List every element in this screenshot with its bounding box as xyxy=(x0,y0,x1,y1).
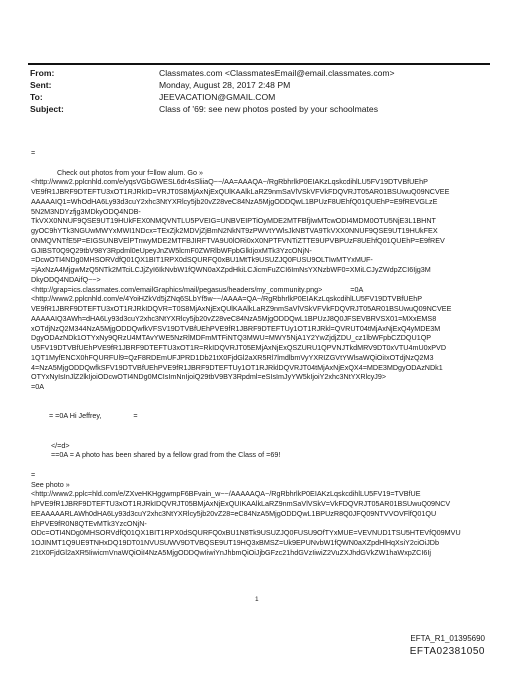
body-line: GJIBST0Q9Q29tbV98Y3Rpdml0eUpeyJnZW5lcmF0ZWRlbWFpbGlkIjoxMTk3YzcONjN- xyxy=(31,245,312,255)
body-line: ODc=OTI4NDg0MHSORVdfQ01QX1BIT1RPX0dSQURFQ0xBU1N8Tk9USUZJQ0FUSU9OfTYxMUE=VEVNUD1TSU5HTEVfQ09MVU xyxy=(31,528,461,538)
sent-value: Monday, August 28, 2017 2:48 PM xyxy=(159,80,291,90)
body-line: <http://grap=ics.classmates.com/emailGraphics/mail/pegasus/headers/my_community.png> =0A xyxy=(31,284,364,294)
body-line: =jAxNzA4MjgwMzQ5NTk2MTciLCJjZyI6IkNvbW1fQWN0aXZpdHkiLCJicmFuZCI6ImNsYXNzbWF0=XMiLCJyZWdpZCI6Ijg3M xyxy=(31,265,431,274)
body-line: <http://www2.pplcnhld.com/e/yqsVGbGWESL6dr4sSliiaQ~~/AA=AAAQA~/RgRbhrlkP0EIAKzLqskcdihlLU5FV19DTVBfUEhP xyxy=(31,177,428,187)
body-line: DkyODQ4NDAifQ~~> xyxy=(31,274,101,284)
bates-number-large: EFTA02381050 xyxy=(409,646,485,657)
body-line: ==0A = A photo has been shared by a fellow grad from the Class of =69! xyxy=(31,450,281,460)
bates-number-small: EFTA_R1_01395690 xyxy=(410,634,485,643)
body-line: hPVE9fR1JBRF9DTEFTU3xOT1RJRkIDQVRJT05BMjAxNjExQUIKAAlkLaRZ9nmSaVlVSkV=VkFDQVRJT05AR01BSUwuQ09NCV xyxy=(31,499,451,508)
from-value: Classmates.com <ClassmatesEmail@email.classmates.com> xyxy=(159,68,395,78)
body-line: =0A xyxy=(31,382,44,391)
body-line: See photo » xyxy=(31,479,70,489)
to-label: To: xyxy=(30,92,43,102)
subject-label: Subject: xyxy=(30,104,64,114)
body-line xyxy=(31,460,491,470)
body-line: = xyxy=(31,148,36,157)
body-line: AAAAAIQ3AWh=dHA6Ly93d3cuY2xhc3NtYXRlcy5jb20vZ28veC84NzA5MjgODDQwL1BPUzJ8Q0JFSEVBRVSX01=MXxEMS8 xyxy=(31,313,437,323)
from-row xyxy=(30,67,490,79)
header-rule xyxy=(28,63,490,65)
body-line xyxy=(31,421,491,431)
body-line: EEAAAAARLAWh0dHA6Ly93d3cuY2xhc3NtYXRlcy5jb20vZ28=eC84NzA5MjgODDQwL1BPUzR8Q0JFQ09NTVVOVFlfQ01QU xyxy=(31,508,437,518)
body-line: = xyxy=(31,469,36,479)
body-line: 1QT1MyfENCX0hFQURFUl9=QzF8RDEmUFJPRD1Db21tX0FjdGl2aXR5Rl7lmdlbmVyYXRIZGVtYWlsaWQiOiIxOTdjNzQ2M3 xyxy=(31,352,434,362)
body-line: OTYxNyIsInJlZ2lkIjoiODcwOTI4NDg0MCIsImNnIjoiQ29tbV9BY3Rpdml=eSIsImJyYW5kIjoiY2xhc3NtYXRlcyJ9> xyxy=(31,372,387,382)
body-line: =DcwOTI4NDg0MHSORVdfQ01QX1BIT1RPX0dSQURFQ0xBU1MtTk9USUZJQ0FUSU9OLTIwMTYxMUF- xyxy=(31,255,373,265)
body-line: EhPVE9fR0N8QTEvMTk3YzcONjN- xyxy=(31,518,147,528)
body-line: 1OJINMT1Q9UE9TNHxDQ19DT01NVUSUWV9DTVBQSE9UT19HQ3xBMSZ=Uk9EPUNvbW1fQWN0aXZpdHlHqXsiY2ciOiJDb xyxy=(31,538,439,547)
body-line: xOTdjNzQ2M344NzA5MjgODDQwfkVFSV19DTVBfUEhPVE9fR1JBRF9DTEFTUy1OT1RJRkl=QVRUT04tMjAxNjExQ4yMDE3M xyxy=(31,323,441,333)
body-line: VE9fR1JBRF9DTEFTU3xOT1RJRkID=VRJT0S8MjAxNjExQUlKAAlkLaRZ9nmSaVlVSkVFVkFDQVRJT05AR01BSUwuQ09NCVEE xyxy=(31,187,450,196)
body-line: <http://www2.pplcnhld.com/e/4YoiHZkVd5jZNq6SLbYf5w~~/AAAA=QA~/RgRbhrlkP0EIAKzLqskcdihlLU5FV19DTVBfUEhP xyxy=(31,294,423,304)
body-line: 21tX0FjdGl2aXR5IiwicmVnaWQiOiI4NzA5MjgODDQwIiwiYnJhbmQiOiJjbGFzc21hdGVzIiwiZ2VuZXJhdGVkZW1haWxpZCI6Ij xyxy=(31,547,431,557)
to-row xyxy=(30,91,490,103)
to-value: JEEVACATION@GMAIL.COM xyxy=(159,92,276,102)
body-line: Check out photos from your f=llow alum. Go » xyxy=(31,167,203,177)
body-line xyxy=(31,158,491,168)
body-line: 0NMQVNTfE5P=EIGSUNBVElPTnwyMDE2MTFBJIRFTVA9U0lORi0xX0NPTFVNTiZTTE9UPVBPUzF8UEhfQ01QUEhP=E9fREV xyxy=(31,235,445,245)
subject-value: Class of '69: see new photos posted by your schoolmates xyxy=(159,104,378,114)
body-line: <http://www2.pplc=hld.com/e/ZXveHKHggwmpF6BFvain_w~~/AAAAAQA~/RgRbhrlkP0EIAKzLqskcdihlLU5FV19=TVBfUE xyxy=(31,489,421,499)
page-number: 1 xyxy=(255,596,259,603)
body-line: VE9fR1JBRF9DTEFTU3xOT1RJRkIDQVR=T0S8MjAxNjExQUlKAAlkLaRZ9nmSaVlVSkVFVkFDQVRJT05AR01BSUwuQ09NCVEE xyxy=(31,304,452,313)
body-line: 5N2M3NDYzfjg3MDkyODQ4NDB- xyxy=(31,206,141,216)
email-header xyxy=(30,67,490,115)
body-line: </=d> xyxy=(31,440,70,450)
sent-label: Sent: xyxy=(30,80,52,90)
body-line xyxy=(31,392,491,402)
body-line: gyOC9hYTk3NGUwMWYxMWI1NDcx=TExZjk2MDVjZjBmN2NkNT9zPWVtYWlsJkNBTVA9TkVXX0NNUF9QSE9UT19HUkFEX xyxy=(31,226,438,235)
body-line: DgyODAzNDk1OTYxNy9QRzU4MTAvYWE5NzRlMDFmMTFiNTQ3MWU=MWY5NjA1Y2YwZjdjZDU_cz1lbWFpbCZDQU1QP xyxy=(31,333,432,343)
body-line: 4=NzA5MjgODDQwfkSFV19DTVBfUEhPVE9fR1JBRF9DTEFTUy1OT1RJRklDQVRJT04tMjAxNjExQX4=MDE3MDgyODAzNDk1 xyxy=(31,362,443,372)
body-line: AAAAAIQ1=WhOdHA6Ly93d3cuY2xhc3NtYXRlcy5jb20vZ28veC84NzA5MjgODDQwL1BPUzF8UEhfQ01QUEhP=E9fREVGLzE xyxy=(31,196,438,206)
body-line xyxy=(31,431,491,441)
sent-row xyxy=(30,79,490,91)
body-line: = =0A Hi Jeffrey, = xyxy=(31,411,138,421)
email-body xyxy=(31,148,491,558)
body-line: TkVXX0NNUF9QSE9UT19HUkFEX0NMQVNTLU5PVEIG=UNBVEIPTiOyMDE2MTFBfjIwMTcwODI4MDM0OTU5NjE3L1BHNT xyxy=(31,216,436,226)
body-line: U5FV19DTVBfUEhPVE9fR1JBRF9DTEFTU3xOT1R=RkIDQVRJT05EMjAxNjExQSZURU1QPVNJTkdMRV9DT0xVTU4mU0xPVD xyxy=(31,343,447,352)
subject-row xyxy=(30,103,490,115)
from-label: From: xyxy=(30,68,55,78)
body-line xyxy=(31,402,491,412)
